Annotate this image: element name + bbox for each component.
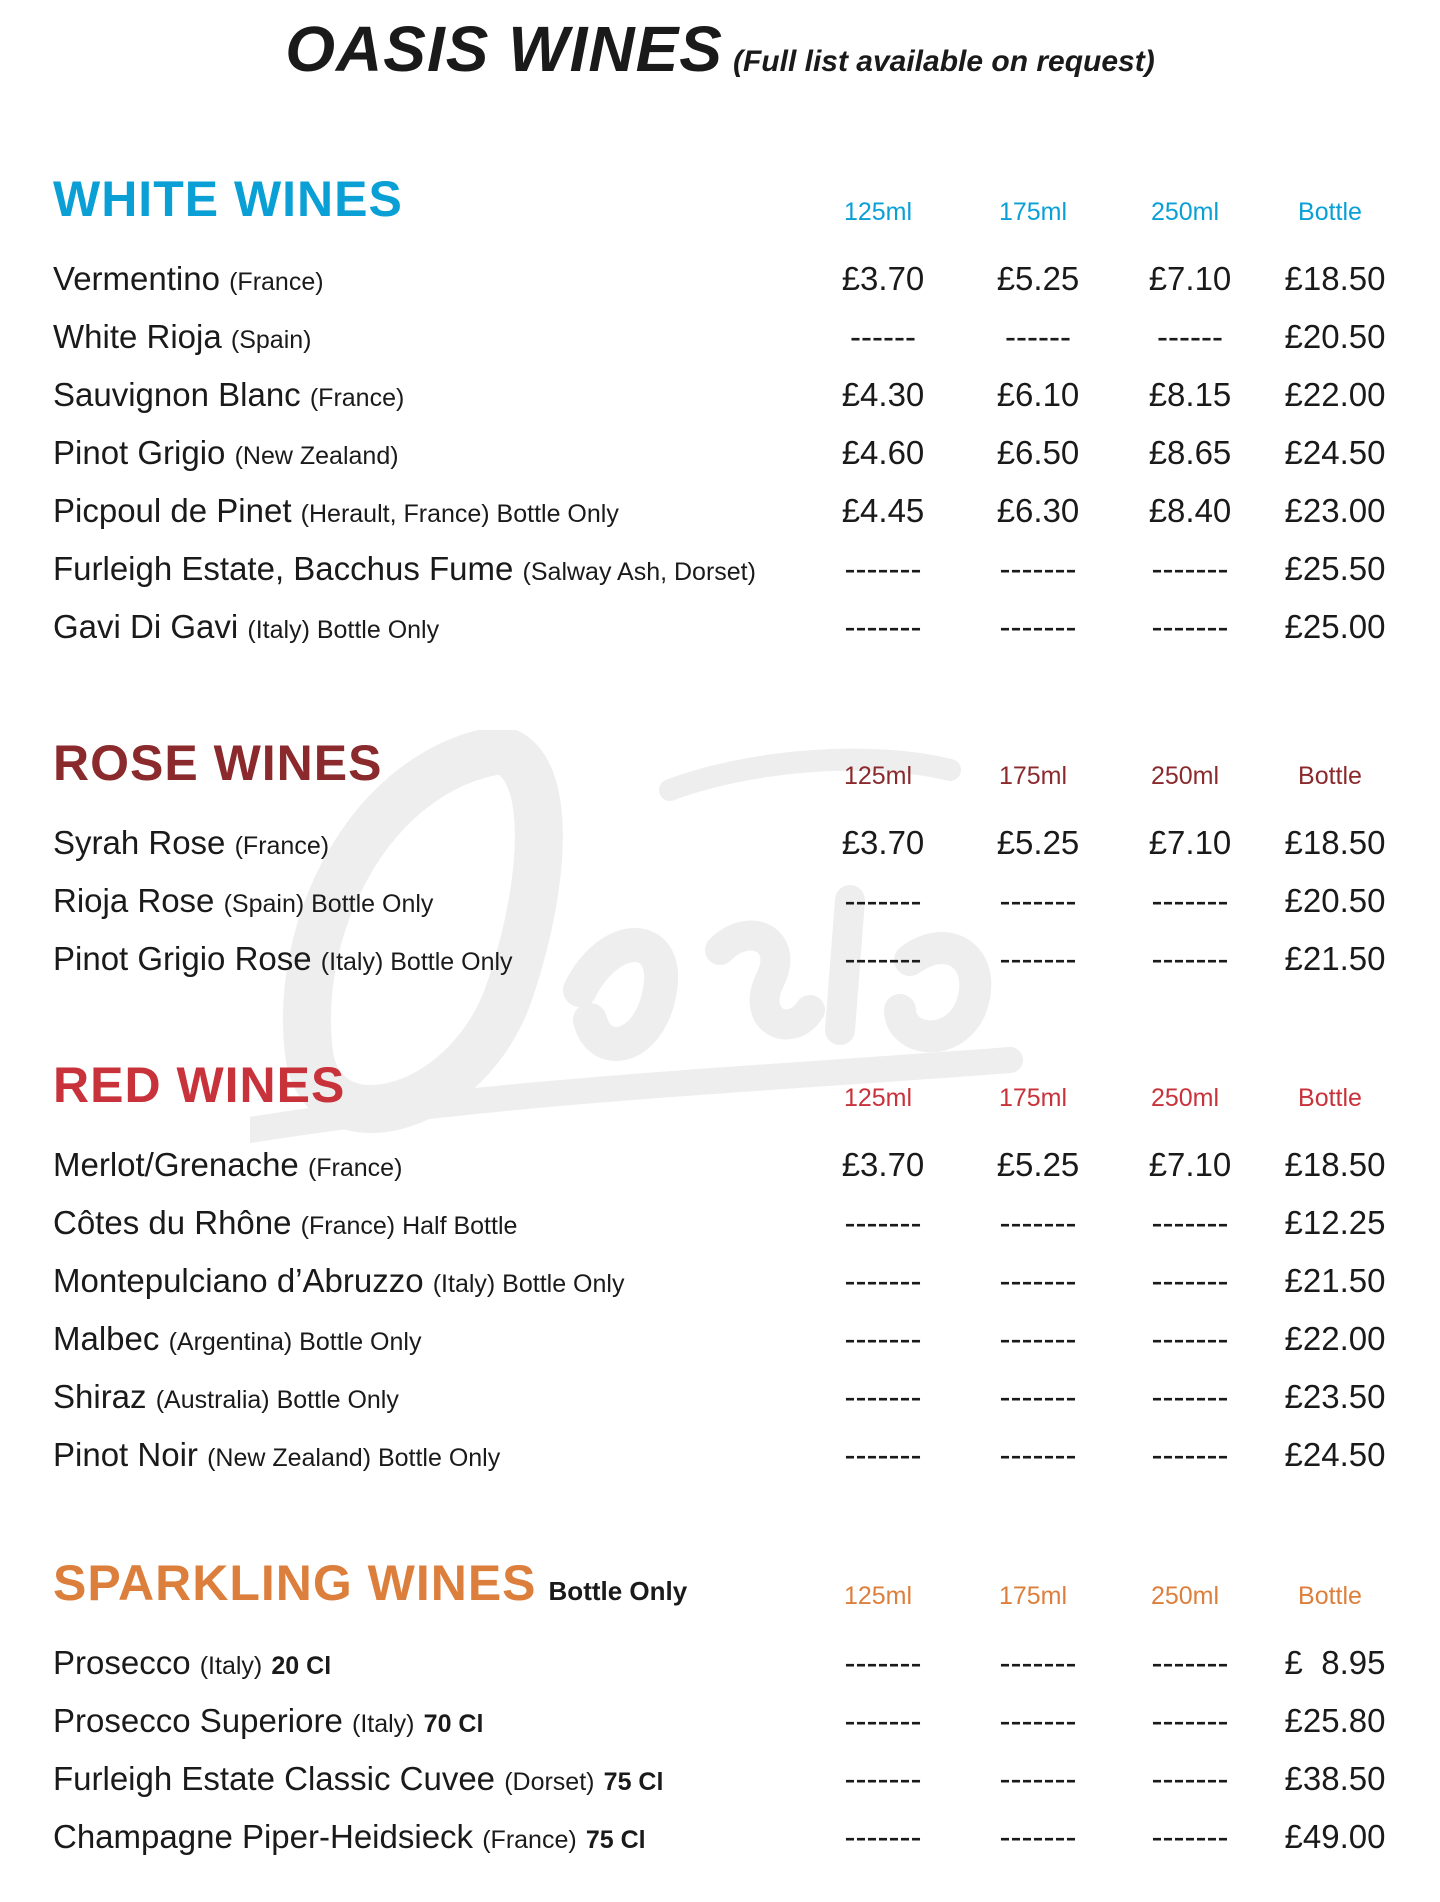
wine-origin: (France) [229, 268, 324, 296]
wine-name-text: Picpoul de Pinet [53, 492, 292, 529]
section-title [53, 1056, 345, 1114]
wine-price: £25.50 [1284, 550, 1386, 587]
wine-price: ------- [1151, 608, 1229, 645]
wine-price: £23.50 [1284, 1378, 1386, 1415]
wine-name-text: Malbec [53, 1320, 160, 1357]
column-header: 125ml [843, 1582, 913, 1610]
wine-origin: (Salway Ash, Dorset) [522, 558, 756, 586]
wine-name [53, 1320, 421, 1358]
wine-section [0, 170, 1440, 658]
wine-row [0, 310, 1440, 368]
wine-price: £25.80 [1284, 1702, 1386, 1739]
wine-name-text: Gavi Di Gavi [53, 608, 239, 645]
column-header: 125ml [843, 1084, 913, 1112]
wine-price: £20.50 [1284, 318, 1386, 355]
wine-name [53, 260, 324, 298]
wine-origin: (Herault, France) Bottle Only [300, 500, 619, 528]
column-header: 175ml [998, 762, 1068, 790]
wine-price: ------ [1005, 318, 1071, 355]
wine-price: £3.70 [841, 260, 925, 297]
wine-price: £23.00 [1284, 492, 1386, 529]
section-title-text: SPARKLING WINES [53, 1555, 537, 1611]
wine-row [0, 1312, 1440, 1370]
wine-row [0, 1138, 1440, 1196]
section-title-text: WHITE WINES [53, 171, 403, 227]
wine-row [0, 1196, 1440, 1254]
wine-row [0, 426, 1440, 484]
wine-price: ------ [1157, 318, 1223, 355]
wine-name [53, 882, 433, 920]
wine-price: £4.60 [841, 434, 925, 471]
wine-name-text: White Rioja [53, 318, 222, 355]
wine-price: ------- [999, 1818, 1077, 1855]
wine-row [0, 1254, 1440, 1312]
column-header: 250ml [1150, 762, 1220, 790]
wine-row [0, 874, 1440, 932]
wine-origin: (Argentina) Bottle Only [168, 1328, 422, 1356]
wine-price: ------- [1151, 550, 1229, 587]
wine-price: ------- [844, 608, 922, 645]
wine-price: ------- [1151, 1262, 1229, 1299]
wine-name-text: Champagne Piper-Heidsieck [53, 1818, 474, 1855]
wine-price: ------- [999, 1644, 1077, 1681]
wine-row [0, 542, 1440, 600]
column-header: 250ml [1150, 1582, 1220, 1610]
wine-name [53, 824, 329, 862]
wine-name-text: Furleigh Estate, Bacchus Fume [53, 550, 514, 587]
wine-name-text: Pinot Grigio Rose [53, 940, 312, 977]
wine-name-text: Prosecco Superiore [53, 1702, 343, 1739]
wine-row [0, 1428, 1440, 1486]
wine-price: £24.50 [1284, 434, 1386, 471]
wine-name [53, 1818, 646, 1856]
wine-price: ------- [1151, 1320, 1229, 1357]
wine-price: ------- [999, 940, 1077, 977]
wine-name-text: Sauvignon Blanc [53, 376, 301, 413]
wine-row [0, 816, 1440, 874]
wine-price: ------ [850, 318, 916, 355]
wine-price: £12.25 [1284, 1204, 1386, 1241]
wine-name [53, 492, 619, 530]
wine-name [53, 940, 513, 978]
wine-price: £3.70 [841, 824, 925, 861]
wine-price: ------- [844, 1204, 922, 1241]
wine-price: £7.10 [1148, 260, 1232, 297]
section-title-text: RED WINES [53, 1057, 346, 1113]
wine-name-text: Syrah Rose [53, 824, 226, 861]
wine-price: ------- [1151, 1818, 1229, 1855]
wine-price: ------- [999, 1262, 1077, 1299]
column-header: 250ml [1150, 198, 1220, 226]
wine-price: £38.50 [1284, 1760, 1386, 1797]
wine-price: £6.50 [996, 434, 1080, 471]
section-title [53, 1554, 687, 1612]
wine-price: £8.65 [1148, 434, 1232, 471]
wine-origin: (Italy) Bottle Only [320, 948, 513, 976]
wine-price: ------- [844, 1818, 922, 1855]
wine-price: £49.00 [1284, 1818, 1386, 1855]
wine-price: £8.40 [1148, 492, 1232, 529]
wine-row [0, 1810, 1440, 1868]
wine-section [0, 1554, 1440, 1868]
wine-price: ------- [844, 1436, 922, 1473]
wine-origin: (Spain) Bottle Only [223, 890, 434, 918]
wine-name-text: Côtes du Rhône [53, 1204, 292, 1241]
wine-price: £18.50 [1284, 1146, 1386, 1183]
wine-price: ------- [844, 1378, 922, 1415]
page-title [0, 12, 1440, 86]
wine-origin: (France) [234, 832, 330, 860]
wine-price: £21.50 [1284, 1262, 1386, 1299]
section-note: Bottle Only [548, 1576, 688, 1606]
wine-name [53, 608, 439, 646]
wine-price: ------- [999, 608, 1077, 645]
wine-price: ------- [1151, 1378, 1229, 1415]
wine-origin: (Italy) Bottle Only [432, 1270, 625, 1298]
section-header [0, 1056, 1440, 1126]
section-title-text: ROSE WINES [53, 735, 383, 791]
wine-name [53, 1702, 483, 1740]
wine-price: £22.00 [1284, 1320, 1386, 1357]
wine-row [0, 1370, 1440, 1428]
wine-price: ------- [844, 940, 922, 977]
wine-price: ------- [1151, 1702, 1229, 1739]
wine-price: ------- [1151, 1644, 1229, 1681]
wine-price: ------- [844, 1702, 922, 1739]
wine-origin: (New Zealand) Bottle Only [207, 1444, 501, 1472]
wine-row [0, 252, 1440, 310]
wine-price: ------- [844, 1262, 922, 1299]
wine-origin: (Italy) Bottle Only [247, 616, 440, 644]
wine-origin: (Spain) [230, 326, 312, 354]
column-header: 125ml [843, 762, 913, 790]
wine-name-text: Prosecco [53, 1644, 191, 1681]
wine-price: £25.00 [1284, 608, 1386, 645]
title-subtitle: (Full list available on request) [732, 45, 1155, 78]
wine-price: £24.50 [1284, 1436, 1386, 1473]
wine-price: £21.50 [1284, 940, 1386, 977]
wine-name-text: Rioja Rose [53, 882, 215, 919]
wine-price: ------- [999, 1760, 1077, 1797]
wine-origin: (Australia) Bottle Only [155, 1386, 399, 1414]
column-header: 125ml [843, 198, 913, 226]
wine-price: ------- [844, 1760, 922, 1797]
wine-price: ------- [999, 550, 1077, 587]
wine-price: ------- [844, 882, 922, 919]
wine-volume: 20 Cl [271, 1652, 332, 1680]
wine-price: ------- [844, 1320, 922, 1357]
wine-name-text: Montepulciano d’Abruzzo [53, 1262, 424, 1299]
wine-price: £4.45 [841, 492, 925, 529]
wine-name [53, 1760, 663, 1798]
wine-name [53, 318, 312, 356]
wine-volume: 75 Cl [585, 1826, 646, 1854]
wine-price: £8.15 [1148, 376, 1232, 413]
wine-volume: 75 Cl [603, 1768, 664, 1796]
wine-origin: (Italy) [199, 1652, 263, 1680]
wine-price: £6.30 [996, 492, 1080, 529]
wine-volume: 70 Cl [423, 1710, 484, 1738]
title-main: OASIS WINES [285, 13, 723, 85]
wine-name-text: Merlot/Grenache [53, 1146, 299, 1183]
wine-price: ------- [844, 1644, 922, 1681]
wine-price: ------- [999, 1436, 1077, 1473]
wine-price: ------- [999, 1320, 1077, 1357]
section-title [53, 734, 382, 792]
wine-price: ------- [1151, 1436, 1229, 1473]
wine-name [53, 1262, 624, 1300]
wine-name-text: Furleigh Estate Classic Cuvee [53, 1760, 496, 1797]
wine-price: ------- [1151, 940, 1229, 977]
column-header: Bottle [1298, 1582, 1362, 1610]
wine-origin: (Italy) [352, 1710, 415, 1738]
wine-price: £3.70 [841, 1146, 925, 1183]
wine-price: £6.10 [996, 376, 1080, 413]
wine-price: £18.50 [1284, 260, 1386, 297]
wine-row [0, 1694, 1440, 1752]
wine-name-text: Pinot Grigio [53, 434, 226, 471]
wine-name [53, 1146, 402, 1184]
wine-origin: (Dorset) [504, 1768, 595, 1796]
wine-price: ------- [999, 1702, 1077, 1739]
column-header: Bottle [1298, 762, 1362, 790]
wine-price: ------- [1151, 1760, 1229, 1797]
wine-price: £18.50 [1284, 824, 1386, 861]
section-header [0, 1554, 1440, 1624]
column-header: Bottle [1298, 1084, 1362, 1112]
wine-price: £20.50 [1284, 882, 1386, 919]
wine-origin: (France) Half Bottle [300, 1212, 518, 1240]
wine-price: £ 8.95 [1284, 1644, 1386, 1681]
wine-name [53, 550, 756, 588]
wine-section [0, 1056, 1440, 1486]
wine-row [0, 1636, 1440, 1694]
wine-name [53, 1644, 331, 1682]
wine-row [0, 932, 1440, 990]
section-header [0, 170, 1440, 240]
wine-name-text: Shiraz [53, 1378, 147, 1415]
wine-origin: (France) [482, 1826, 577, 1854]
wine-price: ------- [1151, 1204, 1229, 1241]
wine-section [0, 734, 1440, 990]
wine-row [0, 368, 1440, 426]
wine-row [0, 1752, 1440, 1810]
wine-name [53, 376, 404, 414]
section-title [53, 170, 403, 228]
wine-price: £7.10 [1148, 1146, 1232, 1183]
wine-origin: (France) [309, 384, 405, 412]
column-header: 175ml [998, 1582, 1068, 1610]
column-header: Bottle [1298, 198, 1362, 226]
wine-price: ------- [844, 550, 922, 587]
wine-name [53, 434, 399, 472]
wine-price: £5.25 [996, 260, 1080, 297]
wine-name [53, 1378, 399, 1416]
wine-price: ------- [999, 882, 1077, 919]
column-header: 175ml [998, 1084, 1068, 1112]
column-header: 175ml [998, 198, 1068, 226]
wine-price: £5.25 [996, 1146, 1080, 1183]
wine-row [0, 484, 1440, 542]
wine-price: £5.25 [996, 824, 1080, 861]
wine-name [53, 1204, 517, 1242]
wine-price: ------- [999, 1204, 1077, 1241]
column-header: 250ml [1150, 1084, 1220, 1112]
wine-price: £4.30 [841, 376, 925, 413]
wine-row [0, 600, 1440, 658]
wine-name [53, 1436, 500, 1474]
wine-price: ------- [999, 1378, 1077, 1415]
wine-origin: (France) [307, 1154, 403, 1182]
section-header [0, 734, 1440, 804]
wine-name-text: Vermentino [53, 260, 220, 297]
wine-price: ------- [1151, 882, 1229, 919]
wine-price: £22.00 [1284, 376, 1386, 413]
wine-price: £7.10 [1148, 824, 1232, 861]
wine-origin: (New Zealand) [234, 442, 399, 470]
wine-name-text: Pinot Noir [53, 1436, 198, 1473]
